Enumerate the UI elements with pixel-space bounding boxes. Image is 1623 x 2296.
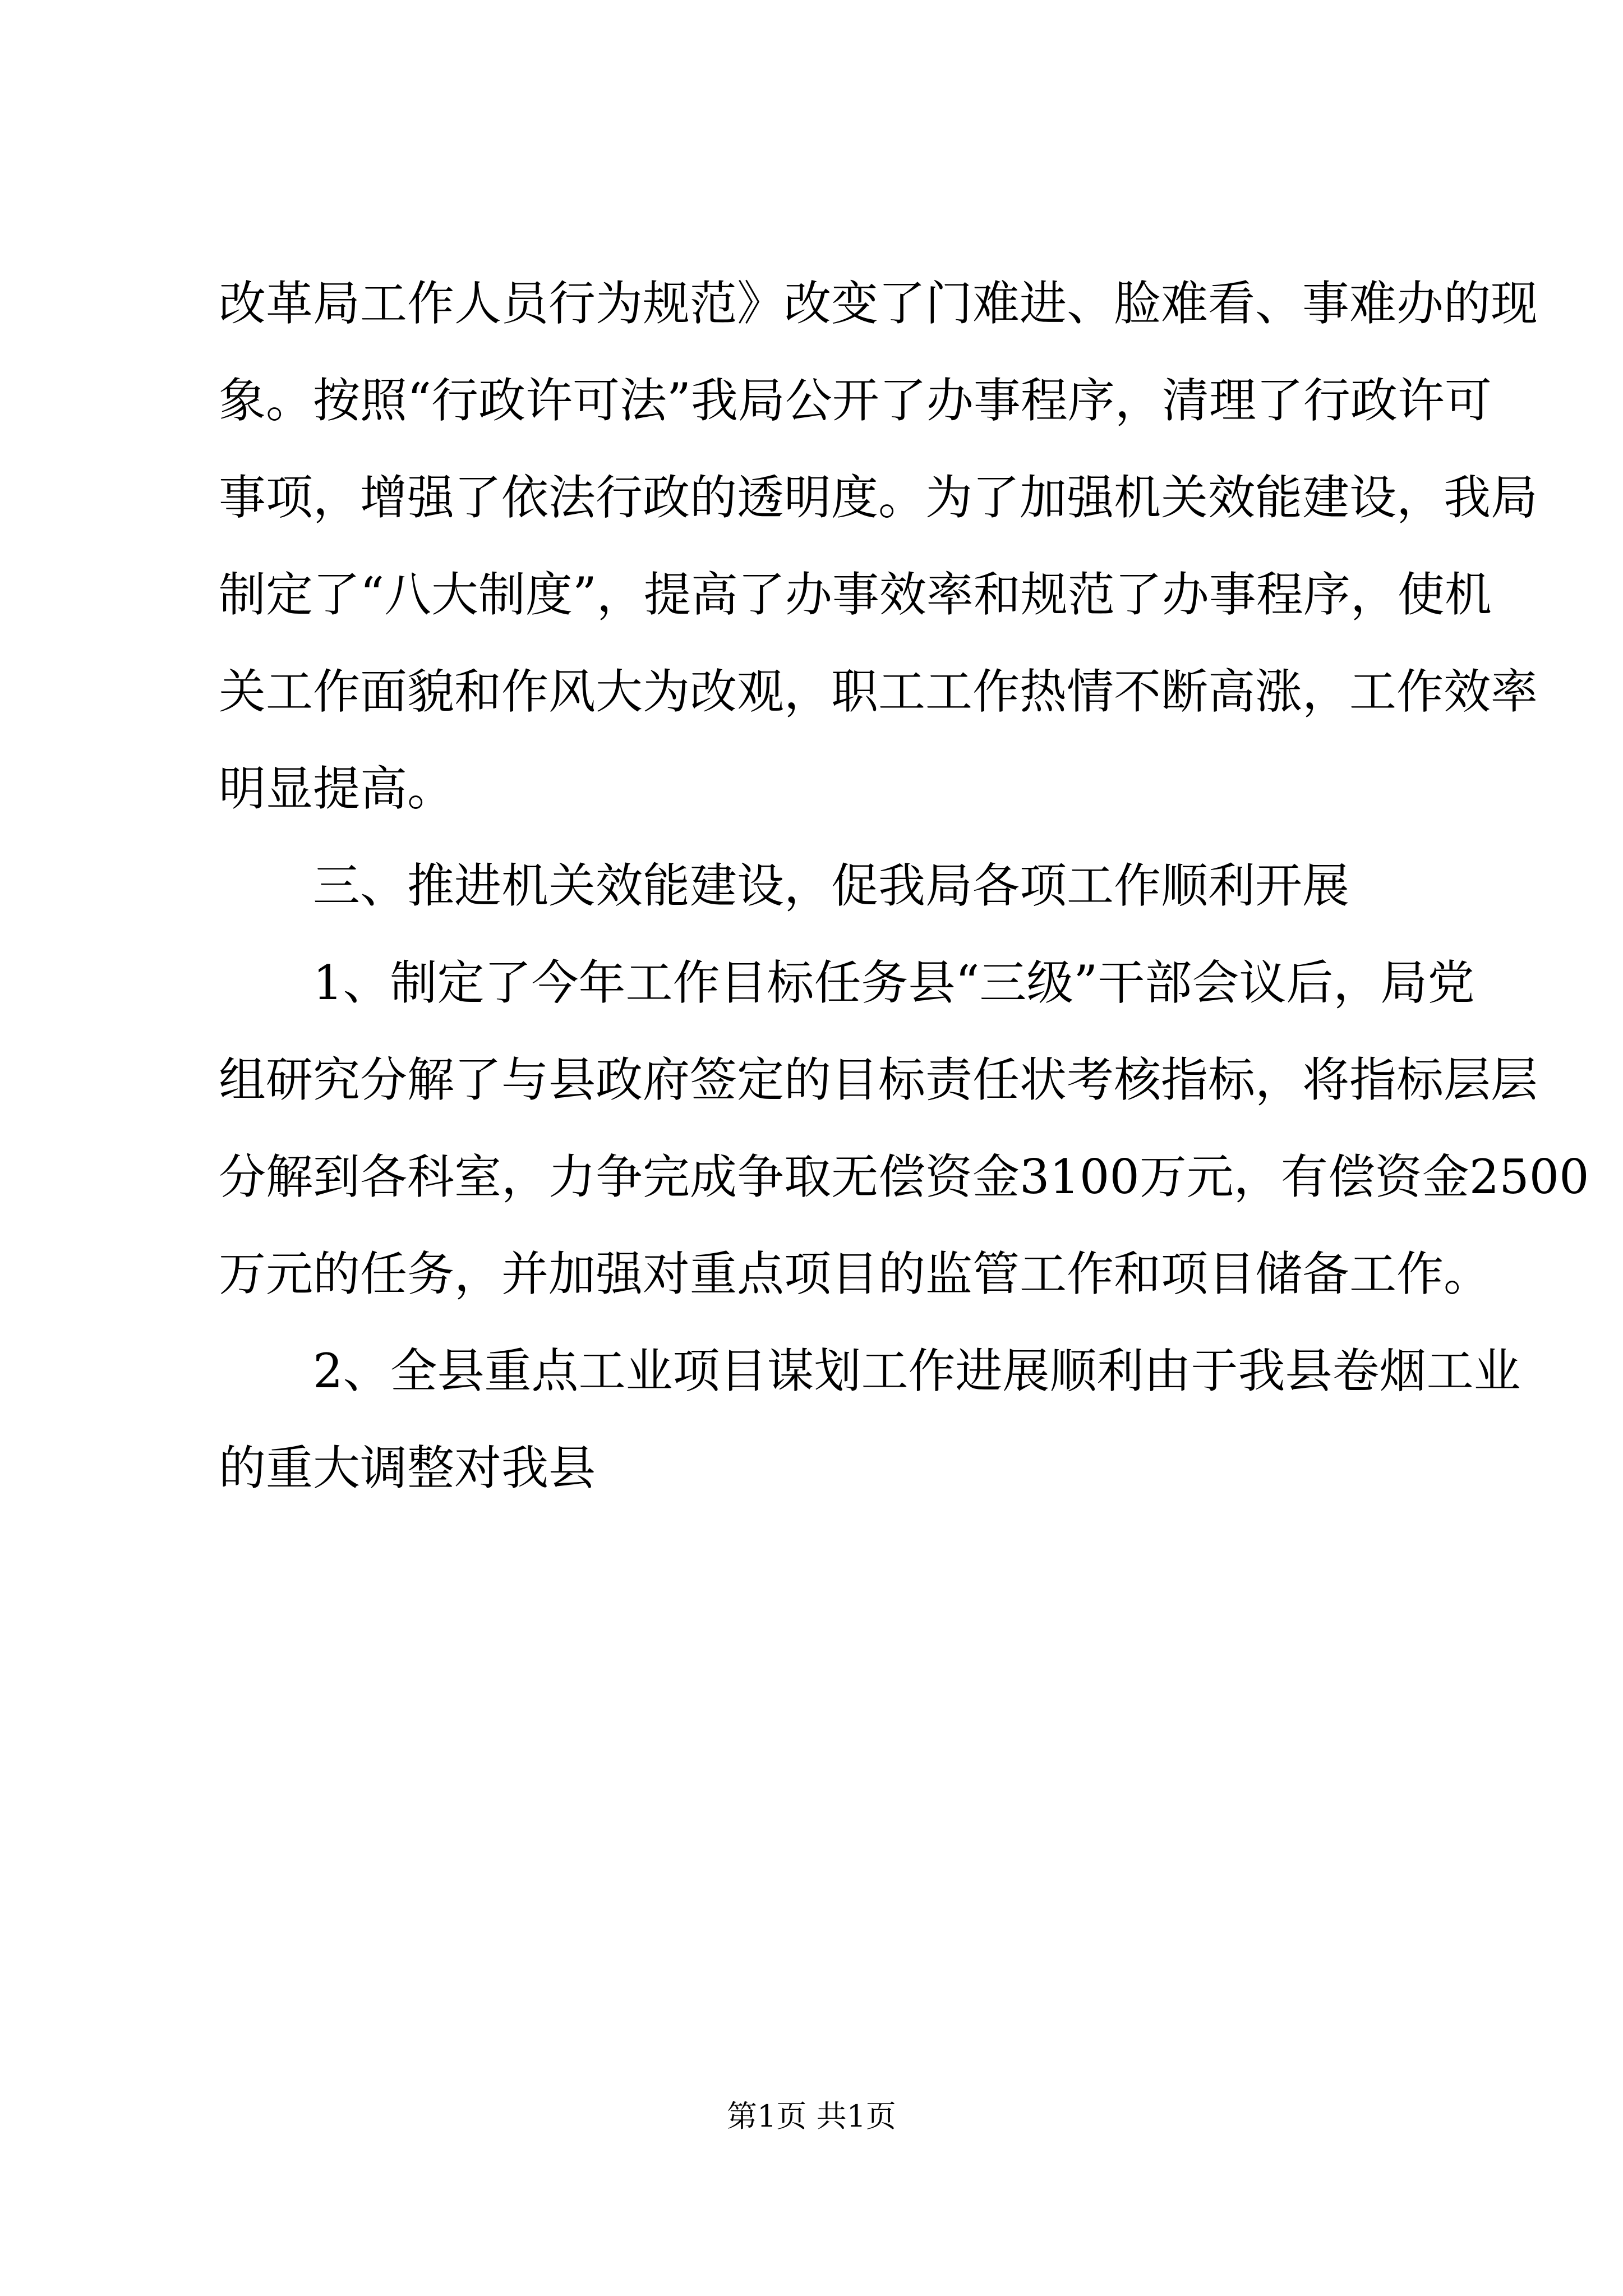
text-line: 组研究分解了与县政府签定的目标责任状考核指标，将指标层层 <box>219 1052 1538 1107</box>
text-line: 明显提高。 <box>219 761 455 816</box>
text-line: 制定了“八大制度”，提高了办事效率和规范了办事程序，使机 <box>219 567 1492 622</box>
text-line: 分解到各科室，力争完成争取无偿资金3100万元，有偿资金2500 <box>219 1149 1589 1204</box>
text-line: 事项，增强了依法行政的透明度。为了加强机关效能建设，我局 <box>219 470 1538 525</box>
text-line: 2、全县重点工业项目谋划工作进展顺利由于我县卷烟工业 <box>313 1343 1521 1398</box>
text-line: 1、制定了今年工作目标任务县“三级”干部会议后，局党 <box>313 955 1475 1010</box>
text-line: 改革局工作人员行为规范》改变了门难进、脸难看、事难办的现 <box>219 276 1538 331</box>
text-line: 万元的任务，并加强对重点项目的监管工作和项目储备工作。 <box>219 1246 1491 1301</box>
text-line: 的重大调整对我县 <box>219 1441 596 1496</box>
text-line: 关工作面貌和作风大为改观，职工工作热情不断高涨，工作效率 <box>219 664 1538 719</box>
section-heading: 三、推进机关效能建设，促我局各项工作顺利开展 <box>313 858 1350 913</box>
page-footer: 第1页 共1页 <box>727 2099 896 2134</box>
body-text <box>219 255 1589 1517</box>
text-line: 象。按照“行政许可法”我局公开了办事程序，清理了行政许可 <box>219 373 1492 428</box>
